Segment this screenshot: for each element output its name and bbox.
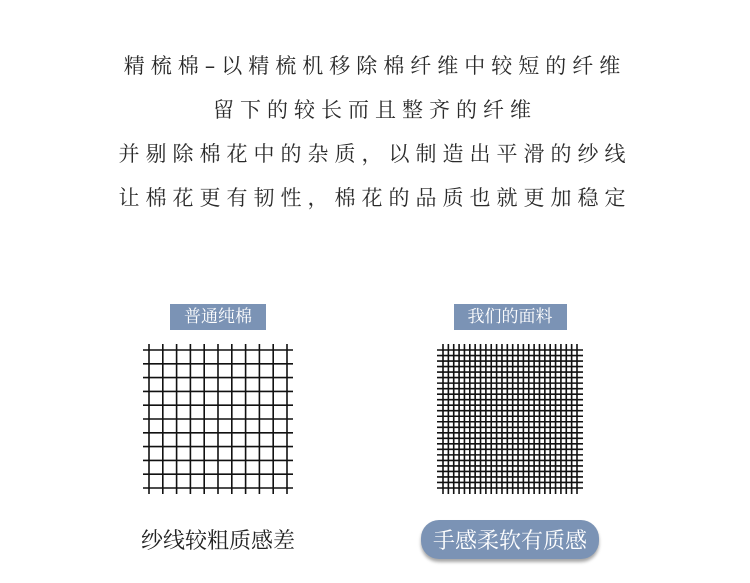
intro-line-1: 精梳棉–以精梳机移除棉纤维中较短的纤维 bbox=[123, 54, 627, 78]
regular-cotton-tag: 普通纯棉 bbox=[170, 304, 266, 330]
coarse-weave-grid-icon bbox=[143, 344, 293, 494]
our-fabric-panel bbox=[380, 304, 640, 559]
regular-cotton-panel bbox=[88, 304, 348, 555]
our-fabric-caption-badge: 手感柔软有质感 bbox=[421, 520, 599, 559]
intro-line-2: 留下的较长而且整齐的纤维 bbox=[213, 98, 537, 122]
regular-cotton-caption: 纱线较粗质感差 bbox=[140, 529, 295, 554]
intro-line-3: 并剔除棉花中的杂质，以制造出平滑的纱线 bbox=[118, 142, 632, 166]
intro-line-4: 让棉花更有韧性，棉花的品质也就更加稳定 bbox=[118, 186, 632, 210]
fine-weave-grid-icon bbox=[437, 344, 583, 494]
our-fabric-tag: 我们的面料 bbox=[454, 304, 567, 330]
intro-text bbox=[0, 44, 750, 220]
